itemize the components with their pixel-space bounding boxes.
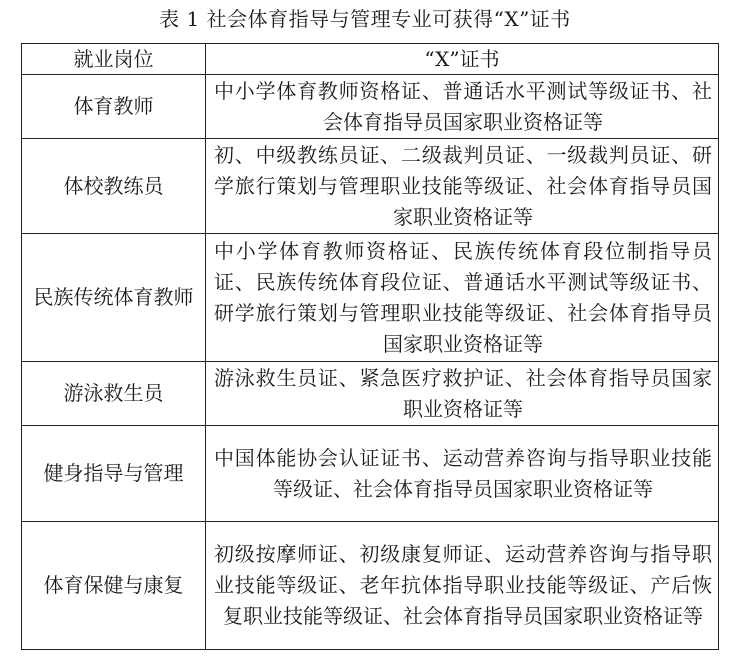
table-caption: 表 1 社会体育指导与管理专业可获得“X”证书 bbox=[159, 7, 571, 31]
cert-cell: 中国体能协会认证证书、运动营养咨询与指导职业技能等级证、社会体育指导员国家职业资格证等 bbox=[206, 426, 719, 522]
header-job: 就业岗位 bbox=[22, 44, 206, 75]
job-cell: 健身指导与管理 bbox=[22, 426, 206, 522]
table-header bbox=[22, 44, 719, 75]
header-cert: “X”证书 bbox=[206, 44, 719, 75]
table-row bbox=[22, 139, 719, 234]
table-row bbox=[22, 522, 719, 650]
cert-cell: 游泳救生员证、紧急医疗救护证、社会体育指导员国家职业资格证等 bbox=[206, 362, 719, 426]
table-row bbox=[22, 75, 719, 139]
table-row bbox=[22, 234, 719, 362]
table-row bbox=[22, 362, 719, 426]
job-cell: 体育保健与康复 bbox=[22, 522, 206, 650]
cert-cell: 中小学体育教师资格证、民族传统体育段位制指导员证、民族传统体育段位证、普通话水平测试等级证书、研学旅行策划与管理职业技能等级证、社会体育指导员国家职业资格证等 bbox=[206, 234, 719, 362]
cert-cell: 中小学体育教师资格证、普通话水平测试等级证书、社会体育指导员国家职业资格证等 bbox=[206, 75, 719, 139]
job-cell: 游泳救生员 bbox=[22, 362, 206, 426]
table-row bbox=[22, 426, 719, 522]
cert-cell: 初级按摩师证、初级康复师证、运动营养咨询与指导职业技能等级证、老年抗体指导职业技能等级证、产后恢复职业技能等级证、社会体育指导员国家职业资格证等 bbox=[206, 522, 719, 650]
job-cell: 体校教练员 bbox=[22, 139, 206, 234]
header-row bbox=[22, 44, 719, 75]
certificate-table bbox=[21, 43, 719, 650]
table-body bbox=[22, 75, 719, 650]
cert-cell: 初、中级教练员证、二级裁判员证、一级裁判员证、研学旅行策划与管理职业技能等级证、社会体育指导员国家职业资格证等 bbox=[206, 139, 719, 234]
job-cell: 体育教师 bbox=[22, 75, 206, 139]
job-cell: 民族传统体育教师 bbox=[22, 234, 206, 362]
